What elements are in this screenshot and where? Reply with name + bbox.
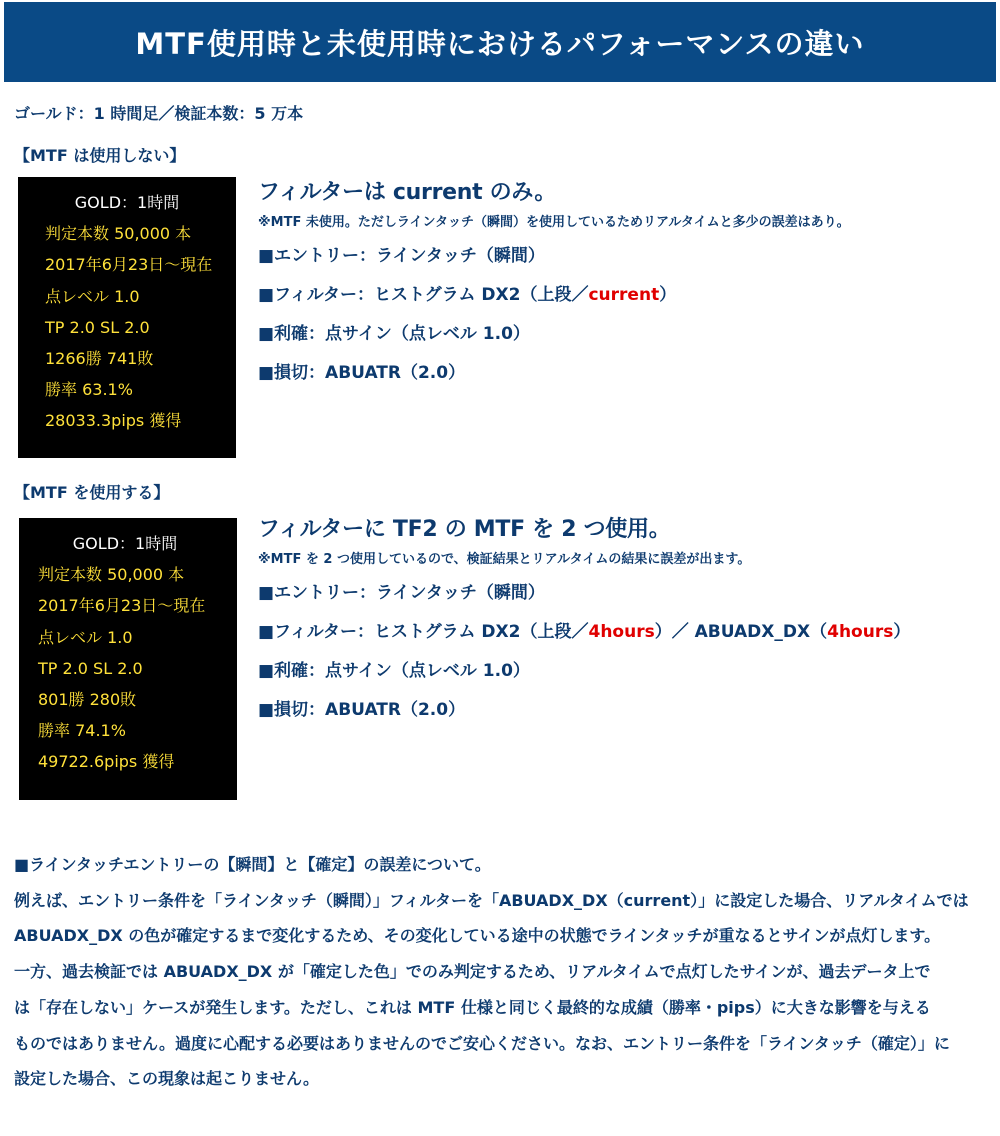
settings-panel-no-mtf: [258, 176, 850, 393]
stoploss-setting: ■損切：ABUATR（2.0）: [258, 363, 466, 383]
filter-suffix: ）: [893, 622, 911, 642]
entry-setting: ■エントリー：ラインタッチ（瞬間）: [258, 583, 545, 603]
filter-middle: ）／ ABUADX_DX（: [654, 622, 828, 642]
stats-line: 801勝 280敗: [38, 690, 137, 710]
stats-line: 判定本数 50,000 本: [45, 224, 192, 244]
stats-line: 2017年6月23日～現在: [38, 596, 206, 616]
filter-suffix: ）: [659, 285, 677, 305]
filter-prefix: ■フィルター：ヒストグラム DX2（上段／: [258, 622, 589, 642]
filter-setting: [258, 613, 910, 652]
stats-line: TP 2.0 SL 2.0: [38, 658, 143, 678]
section-label-with-mtf: 【MTF を使用する】: [14, 483, 170, 502]
takeprofit-setting: ■利確：点サイン（点レベル 1.0）: [258, 661, 530, 681]
filter-prefix: ■フィルター：ヒストグラム DX2（上段／: [258, 285, 589, 305]
stats-box-head: GOLD：1時間: [72, 534, 178, 553]
stats-box-with-mtf: [19, 518, 237, 800]
explanation-line: ABUADX_DX の色が確定するまで変化するため、その変化している途中の状態でラインタッチが重なるとサインが点灯します。: [14, 926, 941, 946]
stats-line: 点レベル 1.0: [38, 627, 133, 647]
settings-panel-with-mtf: [258, 513, 910, 730]
entry-setting: ■エントリー：ラインタッチ（瞬間）: [258, 246, 545, 266]
stats-line: 2017年6月23日～現在: [45, 255, 213, 275]
filter-setting: [258, 276, 850, 315]
explanation-line: 設定した場合、この現象は起こりません。: [14, 1069, 319, 1089]
stats-box-head: GOLD：1時間: [74, 193, 180, 212]
stats-line: 勝率 63.1%: [45, 380, 133, 400]
explanation-line: ものではありません。過度に心配する必要はありませんのでご安心ください。なお、エントリー条件を「ラインタッチ（確定）」に: [14, 1033, 950, 1053]
explanation-line: 例えば、エントリー条件を「ラインタッチ（瞬間）」フィルターを「ABUADX_DX（current）」に設定した場合、リアルタイムでは: [14, 890, 969, 910]
stats-line: 1266勝 741敗: [45, 349, 154, 369]
explanation-heading: ■ラインタッチエントリーの【瞬間】と【確定】の誤差について。: [14, 855, 491, 874]
section-label-no-mtf: 【MTF は使用しない】: [14, 146, 186, 165]
filter-timeframe: 4hours: [588, 622, 655, 642]
explanation-block: [14, 847, 989, 1097]
page-title: MTF使用時と未使用時におけるパフォーマンスの違い: [135, 26, 865, 61]
panel-title: フィルターは current のみ。: [258, 180, 557, 205]
page-title-banner: [4, 2, 996, 82]
stats-line: 点レベル 1.0: [45, 286, 140, 306]
stoploss-setting: ■損切：ABUATR（2.0）: [258, 700, 466, 720]
stats-line: 勝率 74.1%: [38, 721, 126, 741]
stats-line: 49722.6pips 獲得: [38, 752, 175, 772]
stats-line: 判定本数 50,000 本: [38, 565, 185, 585]
explanation-line: は「存在しない」ケースが発生します。ただし、これは MTF 仕様と同じく最終的な成績（勝率・pips）に大きな影響を与える: [14, 997, 931, 1017]
takeprofit-setting: ■利確：点サイン（点レベル 1.0）: [258, 324, 530, 344]
stats-box-no-mtf: [18, 177, 236, 458]
explanation-line: 一方、過去検証では ABUADX_DX が「確定した色」でのみ判定するため、リアルタイムで点灯したサインが、過去データ上で: [14, 962, 931, 982]
panel-note: ※MTF 未使用。ただしラインタッチ（瞬間）を使用しているためリアルタイムと多少の誤差はあり。: [258, 215, 850, 230]
panel-note: ※MTF を 2 つ使用しているので、検証結果とリアルタイムの結果に誤差が出ます。: [258, 552, 751, 567]
panel-title: フィルターに TF2 の MTF を 2 つ使用。: [258, 517, 671, 542]
stats-line: TP 2.0 SL 2.0: [45, 317, 150, 337]
subtitle: ゴールド：1 時間足／検証本数：5 万本: [14, 104, 304, 123]
stats-line: 28033.3pips 獲得: [45, 411, 182, 431]
filter-timeframe: current: [588, 285, 660, 305]
filter-timeframe: 4hours: [827, 622, 894, 642]
